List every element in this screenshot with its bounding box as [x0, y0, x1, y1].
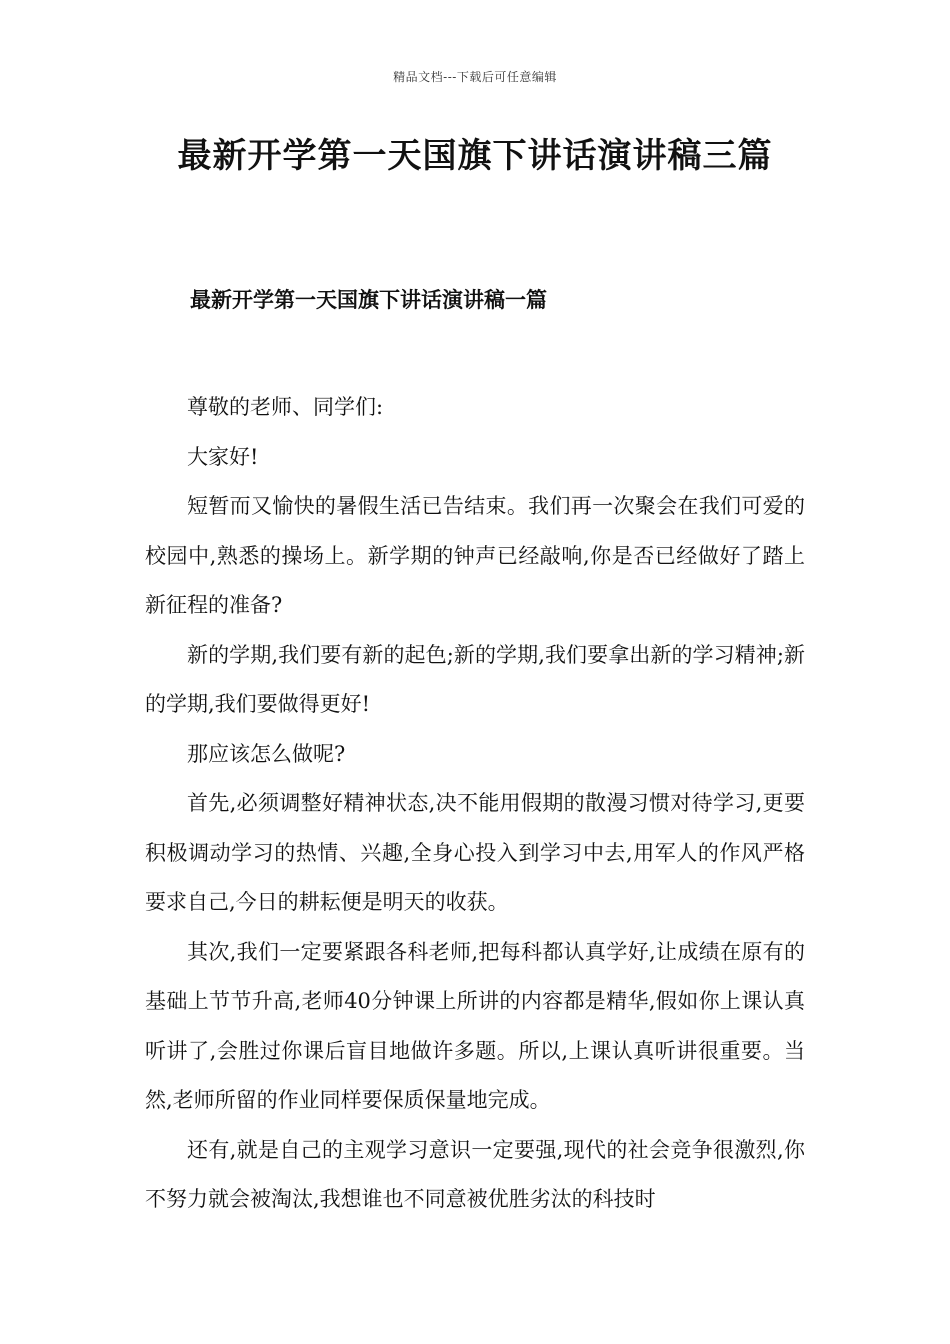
- document-body: [145, 383, 805, 1225]
- paragraph: 短暂而又愉快的暑假生活已告结束。我们再一次聚会在我们可爱的校园中,熟悉的操场上。新学期的钟声已经敲响,你是否已经做好了踏上新征程的准备?: [145, 494, 805, 617]
- paragraph-greeting: 尊敬的老师、同学们:: [187, 395, 384, 419]
- document-title: 最新开学第一天国旗下讲话演讲稿三篇: [177, 136, 773, 176]
- header-note: 精品文档---下载后可任意编辑: [393, 70, 557, 84]
- paragraph: 首先,必须调整好精神状态,决不能用假期的散漫习惯对待学习,更要积极调动学习的热情、兴趣,全身心投入到学习中去,用军人的作风严格要求自己,今日的耕耘便是明天的收获。: [145, 791, 805, 914]
- paragraph: 还有,就是自己的主观学习意识一定要强,现代的社会竞争很激烈,你不努力就会被淘汰,我想谁也不同意被优胜劣汰的科技时: [145, 1137, 805, 1211]
- paragraph: 新的学期,我们要有新的起色;新的学期,我们要拿出新的学习精神;新的学期,我们要做得更好!: [145, 642, 805, 716]
- paragraph: 那应该怎么做呢?: [187, 741, 346, 766]
- paragraph: 其次,我们一定要紧跟各科老师,把每科都认真学好,让成绩在原有的基础上节节升高,老师40分钟课上所讲的内容都是精华,假如你上课认真听讲了,会胜过你课后盲目地做许多题。所以,上课认真听讲很重要。当然,老师所留的作业同样要保质保量地完成。: [145, 939, 805, 1112]
- section-title: 最新开学第一天国旗下讲话演讲稿一篇: [190, 287, 547, 312]
- paragraph-hello: 大家好!: [187, 444, 259, 469]
